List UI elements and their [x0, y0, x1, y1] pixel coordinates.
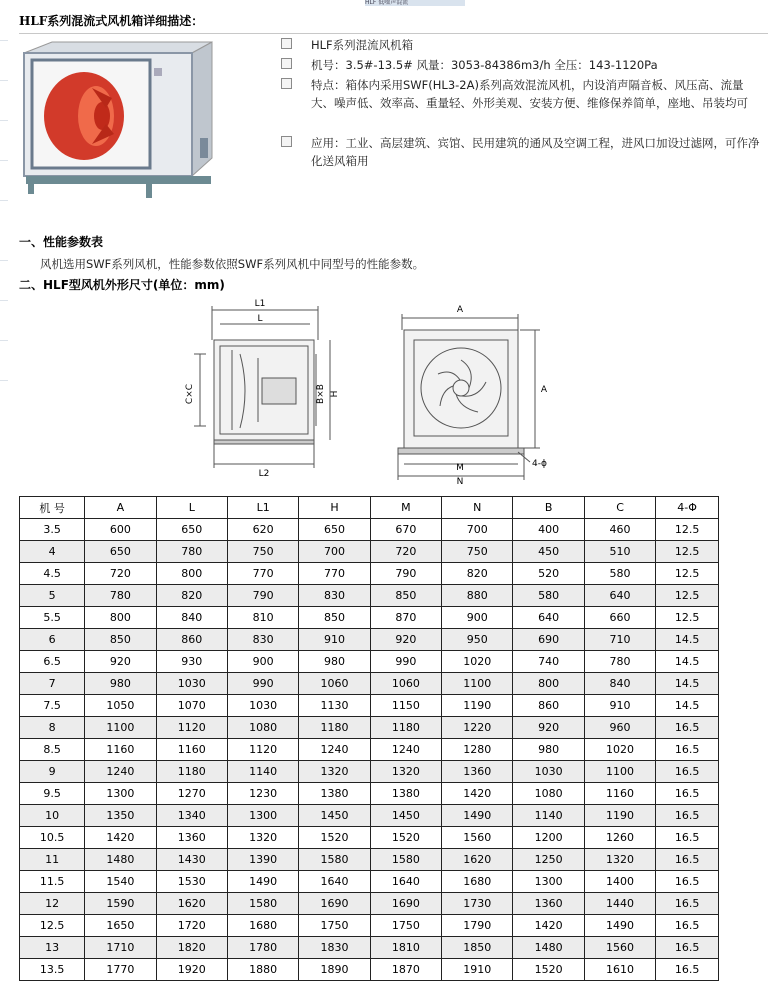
dimension-cell: 1080 — [227, 717, 298, 739]
model-number-cell: 12 — [20, 893, 85, 915]
dimension-cell: 1130 — [299, 695, 370, 717]
dimension-cell: 1490 — [584, 915, 655, 937]
left-edge-strip — [0, 0, 8, 987]
dimension-cell: 830 — [227, 629, 298, 651]
dimension-cell: 980 — [513, 739, 584, 761]
dimension-cell: 1820 — [156, 937, 227, 959]
table-row — [20, 805, 719, 827]
dimension-cell: 14.5 — [656, 673, 719, 695]
dimension-cell: 1680 — [227, 915, 298, 937]
table-row — [20, 937, 719, 959]
dimension-cell: 1830 — [299, 937, 370, 959]
dimension-cell: 1580 — [227, 893, 298, 915]
dimension-cell: 1360 — [513, 893, 584, 915]
dimension-cell: 1690 — [370, 893, 441, 915]
dimension-cell: 1650 — [85, 915, 156, 937]
dimension-cell: 1160 — [156, 739, 227, 761]
feature-text: 特点：箱体内采用SWF(HL3-2A)系列高效混流风机，内设消声隔音板、风压高、流量大、噪声低、效率高、重量轻、外形美观、安装方便、维修保养简单，座地、吊装均可 — [311, 78, 748, 110]
dimension-cell: 16.5 — [656, 915, 719, 937]
dimension-cell: 900 — [227, 651, 298, 673]
dimension-cell: 1180 — [299, 717, 370, 739]
dimension-cell: 800 — [513, 673, 584, 695]
table-row — [20, 761, 719, 783]
page-title: HLF系列混流式风机箱详细描述： — [19, 14, 204, 28]
dimension-cell: 910 — [299, 629, 370, 651]
dim-label-phi: 4-ϕ — [532, 459, 547, 469]
feature-text: 应用：工业、高层建筑、宾馆、民用建筑的通风及空调工程，进风口加设过滤网，可作净化送风箱用 — [311, 136, 760, 168]
dimension-cell: 1480 — [513, 937, 584, 959]
dimension-cell: 1190 — [442, 695, 513, 717]
model-number-cell: 10.5 — [20, 827, 85, 849]
dimension-cell: 1640 — [370, 871, 441, 893]
model-number-cell: 6 — [20, 629, 85, 651]
dimension-cell: 920 — [370, 629, 441, 651]
dimension-cell: 1120 — [227, 739, 298, 761]
checkbox-icon — [281, 38, 292, 49]
dimension-cell: 1280 — [442, 739, 513, 761]
dimension-cell: 1610 — [584, 959, 655, 981]
dimension-cell: 1750 — [370, 915, 441, 937]
model-number-cell: 3.5 — [20, 519, 85, 541]
model-number-cell: 9 — [20, 761, 85, 783]
dimension-cell: 1520 — [299, 827, 370, 849]
dim-label-l: L — [257, 314, 263, 324]
dimension-cell: 1320 — [584, 849, 655, 871]
feature-text: 机号：3.5#-13.5# 风量：3053-84386m3/h 全压：143-1120Pa — [311, 58, 658, 72]
column-header: L — [156, 497, 227, 519]
dimension-cell: 1260 — [584, 827, 655, 849]
table-header-row — [20, 497, 719, 519]
dimension-cell: 780 — [85, 585, 156, 607]
dimension-cell: 1420 — [442, 783, 513, 805]
dim-label-a-top: A — [456, 305, 464, 315]
dimension-cell: 16.5 — [656, 783, 719, 805]
dimension-cell: 1230 — [227, 783, 298, 805]
dim-label-cxc: C×C — [185, 383, 195, 405]
dimension-cell: 12.5 — [656, 607, 719, 629]
dimension-cell: 750 — [227, 541, 298, 563]
dimension-cell: 460 — [584, 519, 655, 541]
dimension-cell: 820 — [442, 563, 513, 585]
dimension-cell: 670 — [370, 519, 441, 541]
table-row — [20, 673, 719, 695]
dimension-cell: 1580 — [370, 849, 441, 871]
dimension-cell: 1100 — [442, 673, 513, 695]
dimension-cell: 720 — [370, 541, 441, 563]
dimension-cell: 1220 — [442, 717, 513, 739]
model-number-cell: 4 — [20, 541, 85, 563]
dimension-cell: 920 — [513, 717, 584, 739]
feature-item-application — [281, 134, 761, 170]
model-number-cell: 7.5 — [20, 695, 85, 717]
dimension-cell: 650 — [299, 519, 370, 541]
model-number-cell: 6.5 — [20, 651, 85, 673]
dimension-cell: 1380 — [299, 783, 370, 805]
dimension-cell: 810 — [227, 607, 298, 629]
dimension-cell: 1390 — [227, 849, 298, 871]
dimension-cell: 1320 — [227, 827, 298, 849]
dimension-cell: 1810 — [370, 937, 441, 959]
dimension-cell: 900 — [442, 607, 513, 629]
dimension-cell: 1250 — [513, 849, 584, 871]
dimension-cell: 1100 — [584, 761, 655, 783]
dimension-cell: 16.5 — [656, 761, 719, 783]
dimension-cell: 1850 — [442, 937, 513, 959]
dim-label-bxb: B×B — [316, 384, 326, 404]
dimension-cell: 1530 — [156, 871, 227, 893]
dimension-cell: 1490 — [227, 871, 298, 893]
dimension-cell: 1480 — [85, 849, 156, 871]
dimension-cell: 710 — [584, 629, 655, 651]
checkbox-icon — [281, 78, 292, 89]
dimension-cell: 980 — [85, 673, 156, 695]
dimension-cell: 1890 — [299, 959, 370, 981]
model-number-cell: 9.5 — [20, 783, 85, 805]
dimension-cell: 920 — [85, 651, 156, 673]
table-row — [20, 585, 719, 607]
dimension-cell: 640 — [584, 585, 655, 607]
table-row — [20, 651, 719, 673]
dimension-cell: 1520 — [370, 827, 441, 849]
dim-label-l1: L1 — [254, 299, 266, 309]
dim-label-h: H — [330, 390, 340, 398]
dimension-cell: 600 — [85, 519, 156, 541]
dimension-cell: 580 — [584, 563, 655, 585]
dimension-cell: 700 — [299, 541, 370, 563]
dimension-cell: 1790 — [442, 915, 513, 937]
dimension-cell: 800 — [156, 563, 227, 585]
dim-label-a-side: A — [540, 385, 548, 395]
dimension-cell: 780 — [584, 651, 655, 673]
dimension-cell: 1100 — [85, 717, 156, 739]
table-row — [20, 519, 719, 541]
dimension-cell: 1580 — [299, 849, 370, 871]
dimensions-table — [19, 496, 719, 981]
dimension-cell: 650 — [156, 519, 227, 541]
table-row — [20, 871, 719, 893]
dimension-cell: 1020 — [442, 651, 513, 673]
dimension-cell: 650 — [85, 541, 156, 563]
dimension-cell: 990 — [227, 673, 298, 695]
dimension-cell: 12.5 — [656, 585, 719, 607]
dimension-cell: 960 — [584, 717, 655, 739]
table-row — [20, 563, 719, 585]
dimension-cell: 660 — [584, 607, 655, 629]
section-performance-title: 一、性能参数表 — [19, 235, 104, 249]
dimension-cell: 1620 — [442, 849, 513, 871]
dimension-cell: 990 — [370, 651, 441, 673]
dimension-cell: 840 — [156, 607, 227, 629]
dimension-cell: 1640 — [299, 871, 370, 893]
column-header: 4-Φ — [656, 497, 719, 519]
table-row — [20, 607, 719, 629]
model-number-cell: 7 — [20, 673, 85, 695]
side-view-drawing — [180, 296, 350, 486]
dimension-cell: 1300 — [85, 783, 156, 805]
fan-cabinet-photo — [22, 38, 222, 203]
dimension-cell: 1730 — [442, 893, 513, 915]
dim-label-l2: L2 — [258, 469, 270, 479]
dimension-cell: 1880 — [227, 959, 298, 981]
dim-label-n: N — [456, 477, 464, 485]
dimension-cell: 1680 — [442, 871, 513, 893]
dimension-cell: 1400 — [584, 871, 655, 893]
model-number-cell: 11 — [20, 849, 85, 871]
dimension-cell: 1270 — [156, 783, 227, 805]
dimension-cell: 1070 — [156, 695, 227, 717]
model-number-cell: 8.5 — [20, 739, 85, 761]
column-header: A — [85, 497, 156, 519]
header-banner-text: HLF 低噪声混流 — [365, 0, 409, 6]
dimension-cell: 1340 — [156, 805, 227, 827]
dimension-cell: 1540 — [85, 871, 156, 893]
dimension-cell: 1620 — [156, 893, 227, 915]
dimension-cell: 16.5 — [656, 937, 719, 959]
dimension-cell: 16.5 — [656, 959, 719, 981]
dimension-cell: 1120 — [156, 717, 227, 739]
section-performance-note: 风机选用SWF系列风机，性能参数依照SWF系列风机中同型号的性能参数。 — [40, 257, 425, 271]
dimension-cell: 12.5 — [656, 519, 719, 541]
dimension-cell: 980 — [299, 651, 370, 673]
dimension-cell: 840 — [584, 673, 655, 695]
dimension-cell: 16.5 — [656, 871, 719, 893]
column-header: H — [299, 497, 370, 519]
model-number-cell: 13 — [20, 937, 85, 959]
dimension-cell: 880 — [442, 585, 513, 607]
dimension-cell: 1690 — [299, 893, 370, 915]
dimension-cell: 1180 — [370, 717, 441, 739]
dimension-cell: 450 — [513, 541, 584, 563]
dimension-cell: 520 — [513, 563, 584, 585]
dimension-cell: 930 — [156, 651, 227, 673]
dimension-cell: 640 — [513, 607, 584, 629]
dimension-cell: 910 — [584, 695, 655, 717]
dimension-cell: 1490 — [442, 805, 513, 827]
dimension-cell: 1300 — [513, 871, 584, 893]
section-dimensions-title: 二、HLF型风机外形尺寸(单位：mm) — [19, 278, 225, 292]
table-row — [20, 783, 719, 805]
model-number-cell: 10 — [20, 805, 85, 827]
feature-item-characteristics — [281, 76, 761, 112]
dimension-cell: 1240 — [370, 739, 441, 761]
table-row — [20, 629, 719, 651]
feature-item-series — [281, 36, 761, 54]
header-banner-image — [365, 0, 465, 6]
dimension-cell: 1750 — [299, 915, 370, 937]
dimension-cell: 1420 — [85, 827, 156, 849]
column-header: C — [584, 497, 655, 519]
dimension-cell: 950 — [442, 629, 513, 651]
dimension-cell: 1910 — [442, 959, 513, 981]
model-number-cell: 5.5 — [20, 607, 85, 629]
dimension-cell: 16.5 — [656, 893, 719, 915]
dimension-cell: 1920 — [156, 959, 227, 981]
column-header: 机 号 — [20, 497, 85, 519]
column-header: L1 — [227, 497, 298, 519]
dimension-cell: 620 — [227, 519, 298, 541]
dimension-cell: 780 — [156, 541, 227, 563]
dimension-cell: 1360 — [156, 827, 227, 849]
checkbox-icon — [281, 58, 292, 69]
front-view-drawing — [390, 300, 560, 485]
dimension-cell: 1150 — [370, 695, 441, 717]
dimension-cell: 1180 — [156, 761, 227, 783]
dimension-cell: 790 — [370, 563, 441, 585]
dimension-cell: 1240 — [85, 761, 156, 783]
dimension-cell: 14.5 — [656, 651, 719, 673]
dimension-cell: 1520 — [513, 959, 584, 981]
dimension-cell: 770 — [227, 563, 298, 585]
dimension-cell: 700 — [442, 519, 513, 541]
feature-item-model — [281, 56, 761, 74]
dimension-cell: 860 — [513, 695, 584, 717]
dimension-cell: 1020 — [584, 739, 655, 761]
dimension-cell: 1780 — [227, 937, 298, 959]
model-number-cell: 8 — [20, 717, 85, 739]
dimension-cell: 1870 — [370, 959, 441, 981]
dimension-cell: 1240 — [299, 739, 370, 761]
dimension-cell: 1360 — [442, 761, 513, 783]
column-header: M — [370, 497, 441, 519]
dimension-cell: 510 — [584, 541, 655, 563]
model-number-cell: 4.5 — [20, 563, 85, 585]
dimension-cell: 1450 — [370, 805, 441, 827]
dimension-cell: 1710 — [85, 937, 156, 959]
dimension-cell: 790 — [227, 585, 298, 607]
dimension-cell: 1720 — [156, 915, 227, 937]
dimension-cell: 1030 — [513, 761, 584, 783]
dimension-cell: 750 — [442, 541, 513, 563]
dim-label-m: M — [456, 463, 464, 473]
dimension-cell: 1060 — [370, 673, 441, 695]
column-header: B — [513, 497, 584, 519]
table-row — [20, 541, 719, 563]
table-row — [20, 827, 719, 849]
model-number-cell: 11.5 — [20, 871, 85, 893]
dimension-cell: 14.5 — [656, 695, 719, 717]
dimension-cell: 16.5 — [656, 739, 719, 761]
table-row — [20, 849, 719, 871]
dimension-cell: 850 — [299, 607, 370, 629]
dimension-cell: 1350 — [85, 805, 156, 827]
model-number-cell: 5 — [20, 585, 85, 607]
dimension-cell: 740 — [513, 651, 584, 673]
feature-text: HLF系列混流风机箱 — [311, 38, 414, 52]
dimension-cell: 16.5 — [656, 827, 719, 849]
dimension-cell: 1320 — [370, 761, 441, 783]
dimension-cell: 850 — [85, 629, 156, 651]
table-row — [20, 717, 719, 739]
dimension-cell: 1300 — [227, 805, 298, 827]
checkbox-icon — [281, 136, 292, 147]
dimension-cell: 860 — [156, 629, 227, 651]
table-row — [20, 959, 719, 981]
dimension-cell: 850 — [370, 585, 441, 607]
dimension-cell: 1590 — [85, 893, 156, 915]
dimension-cell: 1200 — [513, 827, 584, 849]
dimension-cell: 1030 — [156, 673, 227, 695]
dimension-cell: 1140 — [513, 805, 584, 827]
dimension-cell: 12.5 — [656, 541, 719, 563]
dimension-cell: 1190 — [584, 805, 655, 827]
dimension-cell: 16.5 — [656, 717, 719, 739]
dimension-cell: 1080 — [513, 783, 584, 805]
dimension-cell: 720 — [85, 563, 156, 585]
dimension-cell: 1160 — [85, 739, 156, 761]
dimension-cell: 820 — [156, 585, 227, 607]
dimension-cell: 1450 — [299, 805, 370, 827]
dimension-cell: 1320 — [299, 761, 370, 783]
dimension-cell: 1560 — [584, 937, 655, 959]
column-header: N — [442, 497, 513, 519]
dimension-cell: 1050 — [85, 695, 156, 717]
dimension-cell: 1380 — [370, 783, 441, 805]
table-row — [20, 893, 719, 915]
table-row — [20, 739, 719, 761]
table-row — [20, 915, 719, 937]
dimension-cell: 1060 — [299, 673, 370, 695]
dimension-cell: 1770 — [85, 959, 156, 981]
title-divider — [19, 33, 768, 34]
dimension-cell: 770 — [299, 563, 370, 585]
dimension-cell: 1160 — [584, 783, 655, 805]
dimension-cell: 800 — [85, 607, 156, 629]
model-number-cell: 12.5 — [20, 915, 85, 937]
dimension-cell: 1420 — [513, 915, 584, 937]
model-number-cell: 13.5 — [20, 959, 85, 981]
dimension-cell: 12.5 — [656, 563, 719, 585]
dimension-cell: 16.5 — [656, 805, 719, 827]
dimension-cell: 400 — [513, 519, 584, 541]
dimension-cell: 16.5 — [656, 849, 719, 871]
dimension-cell: 690 — [513, 629, 584, 651]
dimension-cell: 1430 — [156, 849, 227, 871]
dimension-cell: 1140 — [227, 761, 298, 783]
table-row — [20, 695, 719, 717]
dimension-cell: 830 — [299, 585, 370, 607]
dimension-cell: 1440 — [584, 893, 655, 915]
dimension-cell: 14.5 — [656, 629, 719, 651]
dimension-cell: 580 — [513, 585, 584, 607]
dimension-cell: 870 — [370, 607, 441, 629]
dimension-cell: 1030 — [227, 695, 298, 717]
table-body — [20, 519, 719, 981]
dimension-cell: 1560 — [442, 827, 513, 849]
